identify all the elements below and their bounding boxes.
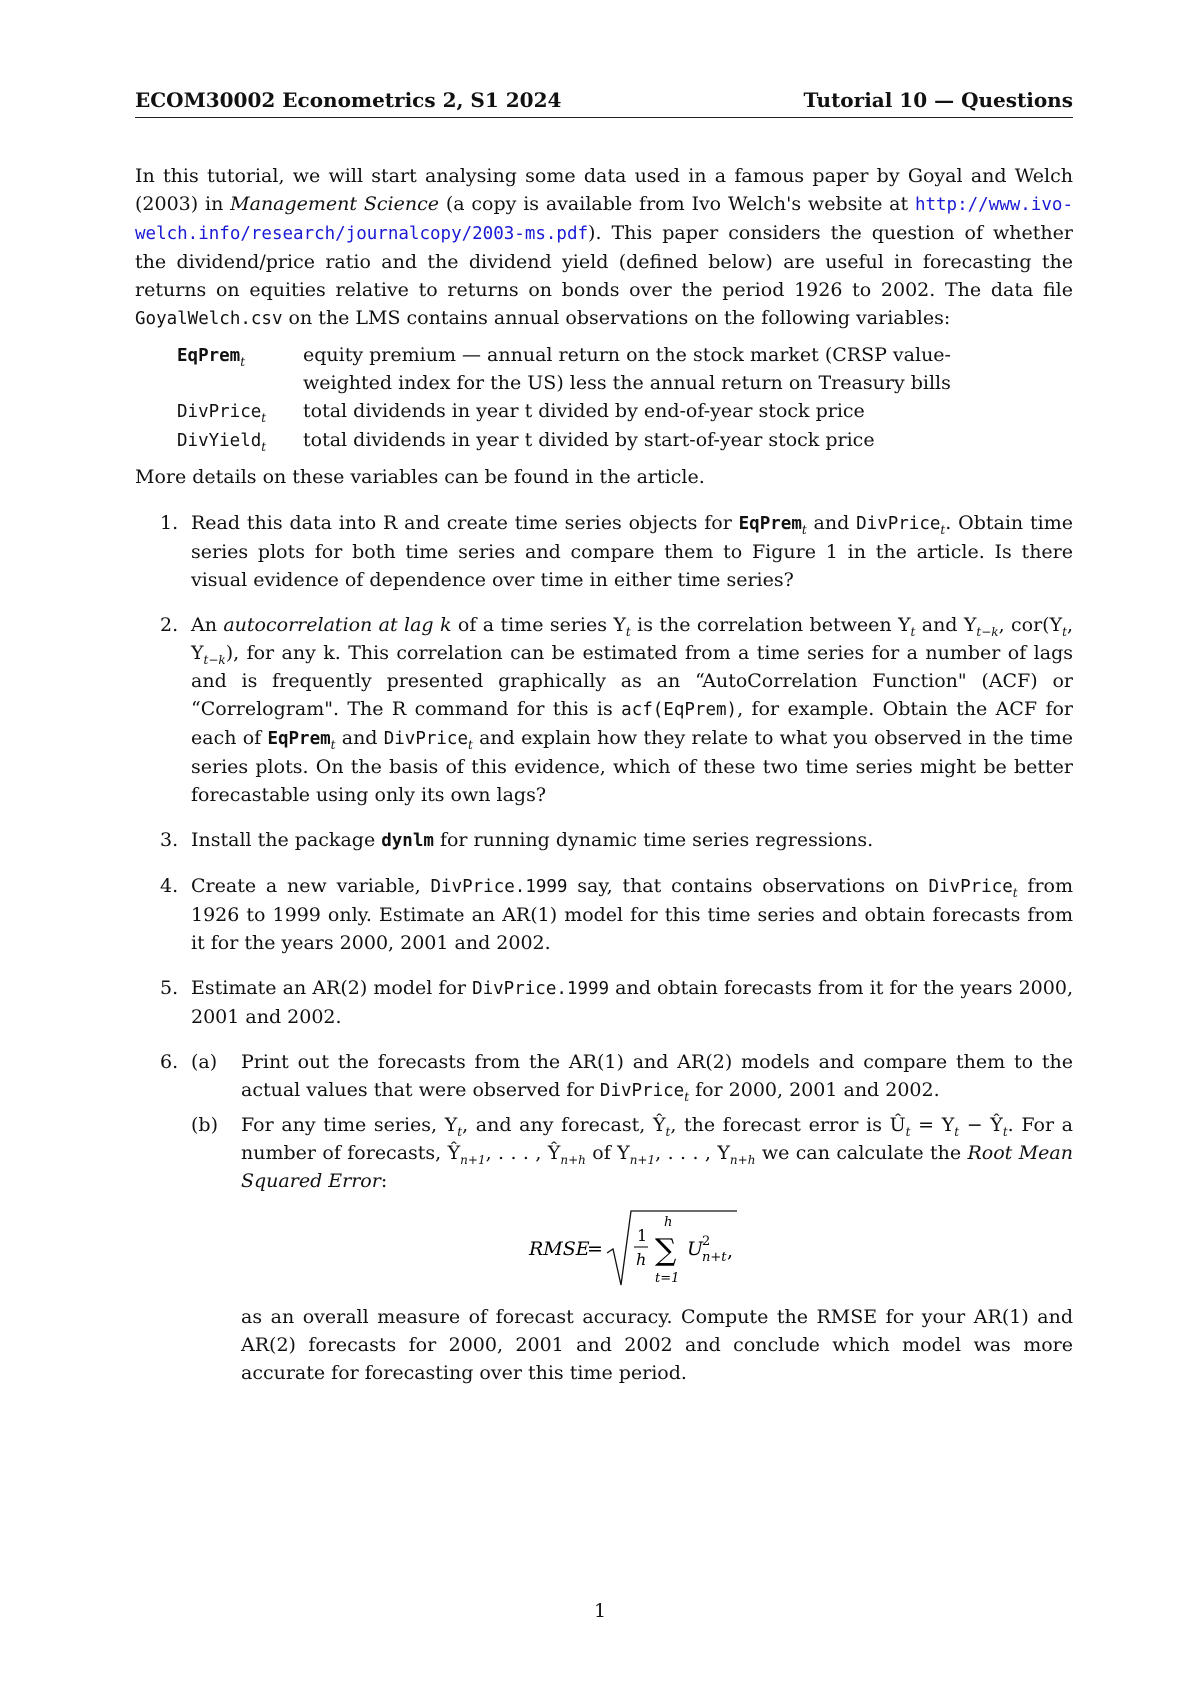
question-6b: (b) For any time series, $Y_t$, and any forecast, $Ŷ_t$, the forecast error is $Û_t = Y_t$ − $Ŷ_t$. For a number of forecasts, $Ŷ_{n+1}$, . . . , $Ŷ_{n+h}$ of $Y_{n+1}$, . . . , $Y_{n+h}$ we can calculate the Root Mean Squared Error: RMSE = 1 h h ∑ t=1 U 2 n+t , as an overall measure of forecast accuracy. Compute the RMSE for your AR(1) and AR(2) forecasts for 2000, 2001 and 2002 and conclude which model was more accurate for forecasting over this time period.: [191, 1114, 1074, 1384]
question-6a: (a) Print out the forecasts from the AR(1) and AR(2) models and compare them to the actual values that were observed for DivPrice$_t$ for 2000, 2001 and 2002.: [191, 1051, 1073, 1104]
rmse-formula: [241, 1205, 1073, 1293]
course-title: ECOM30002 Econometrics 2, S1 2024: [135, 88, 562, 112]
question-2: 2. An autocorrelation at lag k of a time series $Y_t$ is the correlation between $Y_t$ and $Y_{t-k}$, $cor(Y_t$, $Y_{t-k}$), for any k. This correlation can be estimated from a time series for a number of lags and is frequently presented graphically as an “AutoCorrelation Function" (ACF) or “Correlogram". The R command for this is acf(EqPrem), for example. Obtain the ACF for each of EqPrem$_t$ and DivPrice$_t$ and explain how they relate to what you observed in the time series plots. On the basis of this evidence, which of these two time series might be better forecastable using only its own lags?: [160, 614, 1074, 806]
data-file-name: GoyalWelch.csv: [135, 309, 283, 329]
formula-lhs: RMSE: [529, 1238, 590, 1260]
page-number: 1: [593, 1600, 607, 1622]
package-name: dynlm: [381, 831, 434, 851]
question-5: 5. Estimate an AR(2) model for DivPrice.1999 and obtain forecasts from it for the years 2000, 2001 and 2002.: [160, 977, 1073, 1028]
question-1: 1. Read this data into R and create time series objects for EqPrem$_t$ and DivPrice$_t$. Obtain time series plots for both time series and compare them to Figure 1 in the article. Is there visual evidence of dependence over time in either time series?: [160, 512, 1073, 591]
question-list: [135, 509, 1073, 1387]
intro-paragraph: In this tutorial, we will start analysing some data used in a famous paper by Goyal and Welch (2003) in Management Science (a copy is available from Ivo Welch's website at http://www.ivo-welch.info/research/journalcopy/2003-ms.pdf). This paper considers the question of whether the dividend/price ratio and the dividend yield (defined below) are useful in forecasting the returns on equities relative to returns on bonds over the period 1926 to 2002. The data file GoyalWelch.csv on the LMS contains annual observations on the following variables:: [135, 165, 1073, 329]
sum-sign: ∑: [655, 1233, 677, 1268]
variable-row: DivPrice$_t$ total dividends in year t divided by end-of-year stock price: [177, 400, 865, 425]
rmse-formula-svg: [527, 1205, 787, 1293]
page: [135, 86, 1073, 1404]
frac-den: h: [636, 1250, 647, 1269]
acf-command: acf(EqPrem): [621, 700, 738, 720]
question-3: 3. Install the package dynlm for running dynamic time series regressions.: [160, 829, 874, 851]
sum-lower: t=1: [655, 1271, 680, 1286]
variables-table: [177, 341, 1003, 455]
u-subscript: n+t: [702, 1250, 727, 1265]
formula-comma: ,: [727, 1240, 734, 1262]
variable-row: DivYield$_t$ total dividends in year t divided by start-of-year stock price: [177, 429, 875, 454]
frac-num: 1: [637, 1226, 648, 1245]
page-header: [135, 86, 1073, 118]
more-details: More details on these variables can be found in the article.: [135, 466, 705, 488]
tutorial-title: Tutorial 10 — Questions: [803, 88, 1073, 112]
sum-upper: h: [664, 1215, 673, 1230]
u-exponent: 2: [702, 1234, 711, 1249]
formula-equals: =: [587, 1238, 603, 1260]
variable-row: EqPrem$_t$ equity premium — annual return on the stock market (CRSP value-weighted index for the US) less the annual return on Treasury bills: [177, 344, 951, 394]
question-4: 4. Create a new variable, DivPrice.1999 say, that contains observations on DivPrice$_t$ from 1926 to 1999 only. Estimate an AR(1) model for this time series and obtain forecasts from it for the years 2000, 2001 and 2002.: [160, 875, 1073, 954]
u-symbol: U: [687, 1238, 704, 1260]
question-6: 6. (a) Print out the forecasts from the AR(1) and AR(2) models and compare them to the actual values that were observed for DivPrice$_t$ for 2000, 2001 and 2002. (b) For any time series, $Y_t$, and any forecast, $Ŷ_t$, the forecast error is $Û_t = Y_t$ − $Ŷ_t$. For a number of forecasts, $Ŷ_{n+1}$, . . . , $Ŷ_{n+h}$ of $Y_{n+1}$, . . . , $Y_{n+h}$ we can calculate the Root Mean Squared Error: RMSE = 1 h h ∑ t=1 U 2 n+t , as an overall measure of forecast accuracy. Compute the RMSE for your AR(1) and AR(2) forecasts for 2000, 2001 and 2002 and conclude which model was more accurate for forecasting over this time period.: [135, 1048, 1073, 1387]
paper-link[interactable]: http://www.ivo-welch.info/research/journalcopy/2003-ms.pdf: [135, 195, 1073, 244]
